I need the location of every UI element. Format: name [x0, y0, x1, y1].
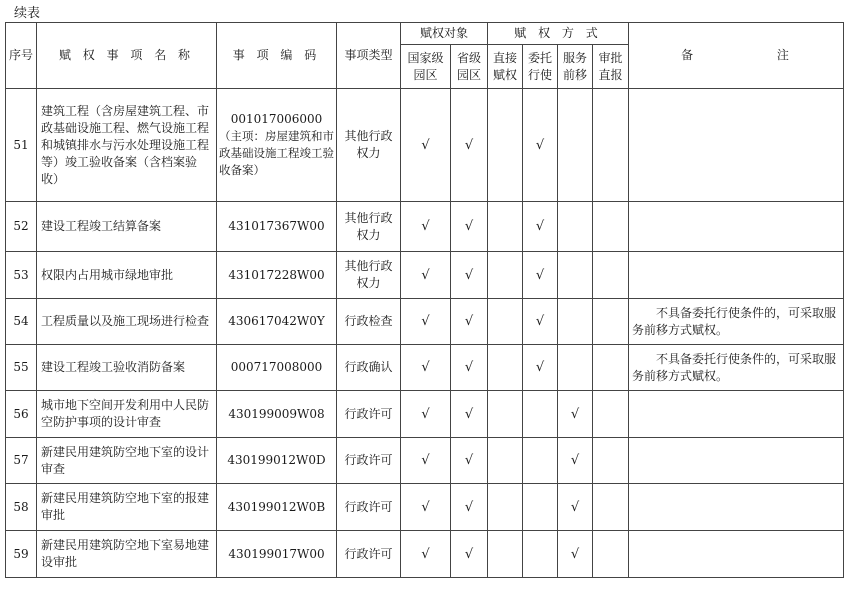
row-note — [629, 345, 844, 391]
row-code — [217, 438, 337, 484]
row-code — [217, 345, 337, 391]
row-code-value: 000717008000 — [230, 360, 323, 374]
row-seq: 52 — [6, 202, 37, 252]
row-name: 建筑工程（含房屋建筑工程、市政基础设施工程、燃气设施工程和城镇排水与污水处理设施工程等）竣工验收备案（含档案验收） — [37, 89, 217, 202]
row-name: 新建民用建筑防空地下室易地建设审批 — [37, 531, 217, 578]
row-approval-cell — [593, 438, 629, 484]
check-mark: √ — [535, 219, 545, 234]
row-code — [217, 531, 337, 578]
row-provincial-cell — [451, 484, 488, 531]
row-national-cell — [401, 531, 451, 578]
check-mark: √ — [464, 314, 474, 329]
row-note — [629, 89, 844, 202]
row-code-value: 430199012W0D — [227, 453, 326, 467]
row-code-value: 001017006000 — [230, 112, 323, 126]
check-mark: √ — [421, 546, 430, 562]
header-provincial: 省级 园区 — [451, 45, 488, 89]
check-mark: √ — [421, 499, 430, 515]
row-service-cell — [558, 202, 593, 252]
row-provincial-cell — [451, 345, 488, 391]
row-name: 权限内占用城市绿地审批 — [37, 252, 217, 299]
check-mark: √ — [464, 137, 474, 153]
check-mark: √ — [570, 499, 580, 515]
table-row — [6, 345, 844, 391]
row-code-value: 430199009W08 — [228, 406, 325, 421]
row-national-cell — [401, 89, 451, 202]
row-entrust-cell — [523, 391, 558, 438]
row-approval-cell — [593, 89, 629, 202]
row-entrust-cell — [523, 202, 558, 252]
row-seq: 53 — [6, 252, 37, 299]
row-code — [217, 89, 337, 202]
check-mark: √ — [464, 360, 474, 375]
row-national-cell — [401, 202, 451, 252]
row-entrust-cell — [523, 438, 558, 484]
check-mark: √ — [421, 406, 430, 422]
check-mark: √ — [464, 267, 474, 283]
row-direct-cell — [488, 531, 523, 578]
row-service-cell — [558, 345, 593, 391]
row-type: 行政许可 — [337, 531, 401, 578]
row-note — [629, 531, 844, 578]
table-row — [6, 299, 844, 345]
row-approval-cell — [593, 345, 629, 391]
row-national-cell — [401, 299, 451, 345]
row-provincial-cell — [451, 391, 488, 438]
header-approval: 审批 直报 — [593, 45, 629, 89]
row-seq: 55 — [6, 345, 37, 391]
empowerment-table — [5, 22, 844, 578]
row-code — [217, 202, 337, 252]
row-approval-cell — [593, 252, 629, 299]
row-approval-cell — [593, 299, 629, 345]
row-direct-cell — [488, 345, 523, 391]
row-type: 行政检查 — [337, 299, 401, 345]
row-service-cell — [558, 391, 593, 438]
row-code-value: 431017228W00 — [228, 267, 325, 282]
check-mark: √ — [464, 499, 474, 515]
row-provincial-cell — [451, 202, 488, 252]
row-entrust-cell — [523, 252, 558, 299]
table-row — [6, 484, 844, 531]
row-direct-cell — [488, 299, 523, 345]
continued-caption: 续表 — [14, 6, 41, 21]
row-approval-cell — [593, 202, 629, 252]
row-seq: 56 — [6, 391, 37, 438]
row-seq: 59 — [6, 531, 37, 578]
row-direct-cell — [488, 202, 523, 252]
row-name: 新建民用建筑防空地下室的报建审批 — [37, 484, 217, 531]
row-seq: 51 — [6, 89, 37, 202]
row-entrust-cell — [523, 531, 558, 578]
table-row — [6, 531, 844, 578]
check-mark: √ — [570, 453, 580, 468]
row-note — [629, 252, 844, 299]
check-mark: √ — [421, 453, 430, 468]
check-mark: √ — [535, 267, 545, 283]
row-seq: 58 — [6, 484, 37, 531]
header-direct: 直接 赋权 — [488, 45, 523, 89]
row-note — [629, 484, 844, 531]
row-name: 建设工程竣工结算备案 — [37, 202, 217, 252]
row-type: 其他行政权力 — [337, 202, 401, 252]
row-type: 行政许可 — [337, 484, 401, 531]
check-mark: √ — [464, 546, 474, 562]
row-seq: 54 — [6, 299, 37, 345]
header-name: 赋 权 事 项 名 称 — [37, 23, 217, 89]
row-national-cell — [401, 438, 451, 484]
row-approval-cell — [593, 391, 629, 438]
check-mark: √ — [535, 314, 545, 329]
header-note: 备 注 — [629, 23, 844, 89]
check-mark: √ — [535, 137, 545, 153]
row-direct-cell — [488, 252, 523, 299]
row-provincial-cell — [451, 299, 488, 345]
header-entrust: 委托 行使 — [523, 45, 558, 89]
header-seq: 序号 — [6, 23, 37, 89]
header-service: 服务 前移 — [558, 45, 593, 89]
check-mark: √ — [421, 137, 430, 153]
row-note — [629, 391, 844, 438]
row-national-cell — [401, 345, 451, 391]
check-mark: √ — [535, 360, 545, 375]
row-type: 行政确认 — [337, 345, 401, 391]
check-mark: √ — [464, 219, 474, 234]
row-code-value: 430617042W0Y — [228, 314, 325, 328]
row-type: 行政许可 — [337, 438, 401, 484]
header-method-group: 赋 权 方 式 — [488, 23, 629, 45]
table-row — [6, 89, 844, 202]
row-service-cell — [558, 299, 593, 345]
row-direct-cell — [488, 484, 523, 531]
row-national-cell — [401, 484, 451, 531]
row-entrust-cell — [523, 484, 558, 531]
row-note — [629, 202, 844, 252]
row-approval-cell — [593, 531, 629, 578]
row-type: 行政许可 — [337, 391, 401, 438]
check-mark: √ — [570, 546, 580, 562]
table-row — [6, 391, 844, 438]
row-service-cell — [558, 438, 593, 484]
row-name: 新建民用建筑防空地下室的设计审查 — [37, 438, 217, 484]
row-provincial-cell — [451, 438, 488, 484]
row-name: 工程质量以及施工现场进行检查 — [37, 299, 217, 345]
row-note-text: 不具备委托行使条件的，可采取服务前移方式赋权。 — [632, 305, 837, 337]
row-note-text: 不具备委托行使条件的，可采取服务前移方式赋权。 — [632, 351, 837, 383]
row-service-cell — [558, 531, 593, 578]
row-direct-cell — [488, 391, 523, 438]
row-seq: 57 — [6, 438, 37, 484]
row-note — [629, 438, 844, 484]
table-row — [6, 438, 844, 484]
check-mark: √ — [464, 406, 474, 422]
row-provincial-cell — [451, 252, 488, 299]
header-code: 事 项 编 码 — [217, 23, 337, 89]
row-direct-cell — [488, 438, 523, 484]
row-national-cell — [401, 252, 451, 299]
table-row — [6, 252, 844, 299]
row-national-cell — [401, 391, 451, 438]
row-provincial-cell — [451, 531, 488, 578]
check-mark: √ — [421, 267, 430, 283]
row-service-cell — [558, 484, 593, 531]
row-service-cell — [558, 89, 593, 202]
row-note — [629, 299, 844, 345]
row-provincial-cell — [451, 89, 488, 202]
row-code — [217, 299, 337, 345]
row-name: 建设工程竣工验收消防备案 — [37, 345, 217, 391]
check-mark: √ — [421, 219, 430, 234]
check-mark: √ — [570, 406, 580, 422]
row-code — [217, 484, 337, 531]
row-direct-cell — [488, 89, 523, 202]
header-national: 国家级 园区 — [401, 45, 451, 89]
row-code-note: （主项：房屋建筑和市政基础设施工程竣工验收备案） — [219, 129, 334, 177]
row-type: 其他行政权力 — [337, 89, 401, 202]
header-target-group: 赋权对象 — [401, 23, 488, 45]
row-type: 其他行政权力 — [337, 252, 401, 299]
table-row — [6, 202, 844, 252]
row-code — [217, 391, 337, 438]
row-entrust-cell — [523, 299, 558, 345]
check-mark: √ — [464, 453, 474, 468]
header-type: 事项类型 — [337, 23, 401, 89]
row-service-cell — [558, 252, 593, 299]
check-mark: √ — [421, 314, 430, 329]
check-mark: √ — [421, 360, 430, 375]
row-approval-cell — [593, 484, 629, 531]
row-code-value: 431017367W00 — [228, 219, 325, 233]
row-code-value: 430199012W0B — [227, 499, 326, 514]
row-entrust-cell — [523, 345, 558, 391]
row-code — [217, 252, 337, 299]
row-code-value: 430199017W00 — [228, 546, 325, 561]
row-entrust-cell — [523, 89, 558, 202]
row-name: 城市地下空间开发利用中人民防空防护事项的设计审查 — [37, 391, 217, 438]
